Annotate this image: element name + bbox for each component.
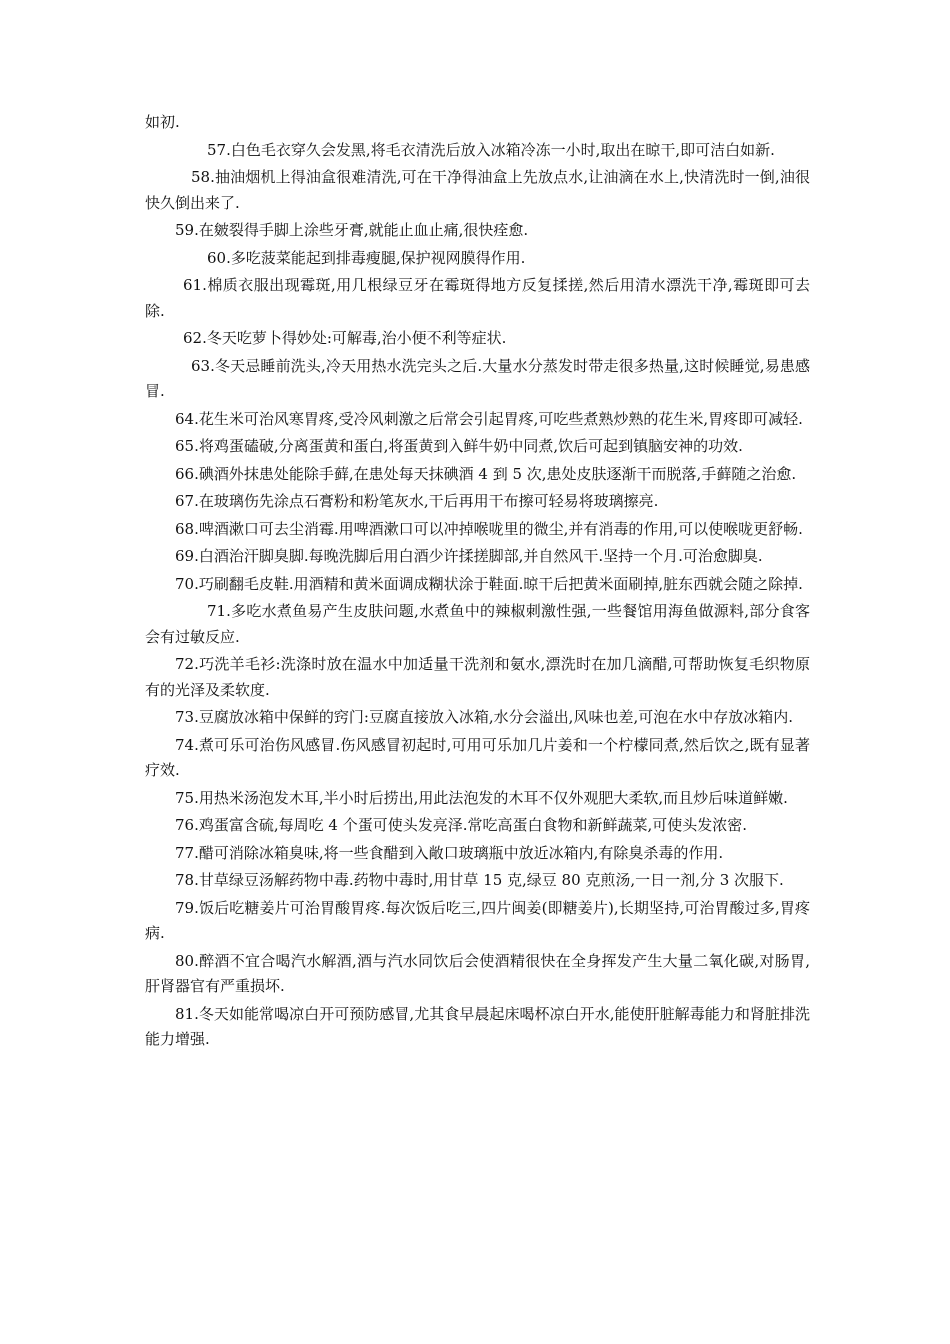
paragraph-66: 66.碘酒外抹患处能除手藓,在患处每天抹碘酒 4 到 5 次,患处皮肤逐渐干而脱落,手藓随之治愈. xyxy=(175,464,797,483)
paragraph-76: 76.鸡蛋富含硫,每周吃 4 个蛋可使头发亮泽.常吃高蛋白食物和新鲜蔬菜,可使头发浓密. xyxy=(175,816,748,834)
paragraph-77: 77.醋可消除冰箱臭味,将一些食醋到入敞口玻璃瓶中放近冰箱内,有除臭杀毒的作用. xyxy=(175,843,724,862)
document-body xyxy=(145,110,810,1055)
paragraph-57: 57.白色毛衣穿久会发黑,将毛衣清洗后放入冰箱冷冻一小时,取出在晾干,即可洁白如新. xyxy=(207,140,775,159)
paragraph-64: 64.花生米可治风寒胃疼,受冷风刺激之后常会引起胃疼,可吃些煮熟炒熟的花生米,胃疼即可减轻. xyxy=(175,409,803,428)
paragraph-73: 73.豆腐放冰箱中保鲜的窍门:豆腐直接放入冰箱,水分会溢出,风味也差,可泡在水中存放冰箱内. xyxy=(175,708,793,726)
paragraph-58: 58.抽油烟机上得油盒很难清洗,可在干净得油盒上先放点水,让油滴在水上,快清洗时一倒,油很快久倒出来了. xyxy=(145,168,810,212)
paragraph-75: 75.用热米汤泡发木耳,半小时后捞出,用此法泡发的木耳不仅外观肥大柔软,而且炒后味道鲜嫩. xyxy=(175,788,788,807)
paragraph-59: 59.在皴裂得手脚上涂些牙膏,就能止血止痛,很快痊愈. xyxy=(175,221,529,239)
paragraph-67: 67.在玻璃伤先涂点石膏粉和粉笔灰水,干后再用干布擦可轻易将玻璃擦亮. xyxy=(175,492,659,510)
paragraph-63: 63.冬天忌睡前洗头,冷天用热水洗完头之后.大量水分蒸发时带走很多热量,这时候睡觉,易患感冒. xyxy=(145,356,810,400)
paragraph-72: 72.巧洗羊毛衫:洗涤时放在温水中加适量干洗剂和氨水,漂洗时在加几滴醋,可帮助恢复毛织物原有的光泽及柔软度. xyxy=(145,655,810,699)
paragraph-74: 74.煮可乐可治伤风感冒.伤风感冒初起时,可用可乐加几片姜和一个柠檬同煮,然后饮之,既有显著疗效. xyxy=(145,735,810,779)
paragraph-62: 62.冬天吃萝卜得妙处:可解毒,治小便不利等症状. xyxy=(183,329,507,347)
paragraph-81: 81.冬天如能常喝凉白开可预防感冒,尤其食早晨起床喝杯凉白开水,能使肝脏解毒能力和肾脏排洗能力增强. xyxy=(145,1004,810,1048)
paragraph-69: 69.白酒治汗脚臭脚.每晚洗脚后用白酒少许揉搓脚部,并自然风干.坚持一个月.可治愈脚臭. xyxy=(175,547,763,565)
paragraph-70: 70.巧刷翻毛皮鞋.用酒精和黄米面调成糊状涂于鞋面.晾干后把黄米面刷掉,脏东西就会随之除掉. xyxy=(175,574,803,593)
paragraph-79: 79.饭后吃糖姜片可治胃酸胃疼.每次饭后吃三,四片闽姜(即糖姜片),长期坚持,可治胃酸过多,胃疼病. xyxy=(145,898,810,942)
paragraph-continuation: 如初. xyxy=(145,113,180,131)
paragraph-65: 65.将鸡蛋磕破,分离蛋黄和蛋白,将蛋黄到入鲜牛奶中同煮,饮后可起到镇脑安神的功效. xyxy=(175,437,743,455)
paragraph-60: 60.多吃菠菜能起到排毒瘦腿,保护视网膜得作用. xyxy=(207,248,526,267)
paragraph-68: 68.啤酒漱口可去尘消霉.用啤酒漱口可以冲掉喉咙里的微尘,并有消毒的作用,可以使喉咙更舒畅. xyxy=(175,519,803,538)
paragraph-71: 71.多吃水煮鱼易产生皮肤问题,水煮鱼中的辣椒刺激性强,一些餐馆用海鱼做源料,部分食客会有过敏反应. xyxy=(145,602,810,646)
paragraph-78: 78.甘草绿豆汤解药物中毒.药物中毒时,用甘草 15 克,绿豆 80 克煎汤,一日一剂,分 3 次服下. xyxy=(175,871,784,889)
paragraph-80: 80.醉酒不宜合喝汽水解酒,酒与汽水同饮后会使酒精很快在全身挥发产生大量二氧化碳,对肠胃,肝肾器官有严重损坏. xyxy=(145,951,810,995)
paragraph-61: 61.棉质衣服出现霉斑,用几根绿豆牙在霉斑得地方反复揉搓,然后用清水漂洗干净,霉斑即可去除. xyxy=(145,276,810,320)
